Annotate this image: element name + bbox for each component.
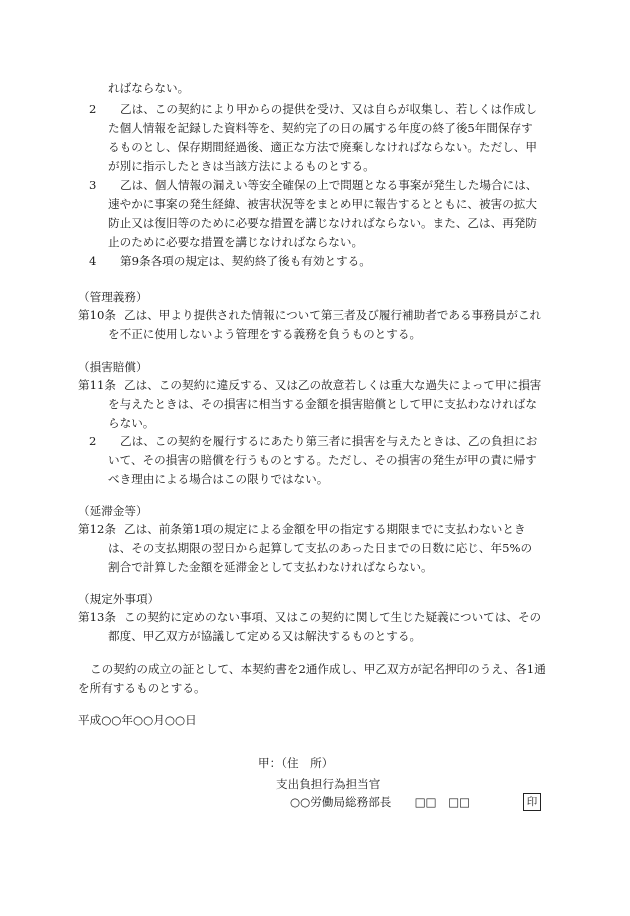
item-line: た個人情報を記録した資料等を、契約完了の日の属する年度の終了後5年間保存す (108, 121, 533, 135)
closing-line: この契約の成立の証として、本契約書を2通作成し、甲乙双方が記名押印のうえ、各1通 (90, 662, 546, 676)
article11-heading: （損害賠償） (78, 360, 148, 374)
item-line: 防止又は復旧等のために必要な措置を講じなければならない。また、乙は、再発防 (108, 216, 537, 230)
article10-heading: （管理義務） (78, 290, 148, 304)
item-line: 速やかに事案の発生経緯、被害状況等をまとめ甲に報告するとともに、被害の拡大 (108, 197, 537, 211)
item-line: 第9条各項の規定は、契約終了後も有効とする。 (120, 254, 371, 268)
article-line: は、その支払期限の翌日から起算して支払のあった日までの日数に応じ、年5%の (108, 541, 533, 555)
item-line: が別に指示したときは当該方法によるものとする。 (108, 159, 375, 173)
closing-statement (0, 660, 630, 698)
continuation-text: ればならない。 (108, 81, 190, 95)
party-address-label: 甲：（住 所） (258, 756, 334, 770)
article10-body (0, 306, 630, 344)
article-line: 乙は、前条第1項の規定による金額を甲の指定する期限までに支払わないとき (124, 522, 526, 536)
item-line: 乙は、個人情報の漏えい等安全確保の上で問題となる事案が発生した場合には、 (120, 178, 538, 192)
article-label: 第12条 (78, 522, 116, 536)
signatory-name: ○○労働局総務部長 □□ □□ (290, 795, 470, 809)
article-line: を与えたときは、その損害に相当する金額を損害賠償として甲に支払わなければな (108, 397, 537, 411)
article12-body (0, 520, 630, 577)
article13-body (0, 608, 630, 646)
article-line: を不正に使用しないよう管理をする義務を負うものとする。 (108, 327, 422, 341)
article-line: 乙は、この契約に違反する、又は乙の故意若しくは重大な過失によって甲に損害 (124, 378, 542, 392)
item-line: 乙は、この契約により甲からの提供を受け、又は自らが収集し、若しくは作成し (120, 102, 537, 116)
article-label: 第10条 (78, 308, 116, 322)
article9-item-4 (0, 252, 630, 271)
item-line: るものとし、保存期間経過後、適正な方法で廃棄しなければならない。ただし、甲 (108, 140, 537, 154)
item-line: べき理由による場合はこの限りではない。 (108, 472, 329, 486)
item-number: 2 (89, 102, 97, 116)
article11-item-2 (0, 432, 630, 489)
closing-line: を所有するものとする。 (78, 681, 206, 695)
signatory-title: 支出負担行為担当官 (276, 777, 381, 791)
article9-item-3 (0, 176, 630, 252)
article13-heading: （規定外事項） (78, 592, 160, 606)
article11-body (0, 376, 630, 433)
item-number: 4 (89, 254, 97, 268)
item-line: 止のために必要な措置を講じなければならない。 (108, 235, 364, 249)
article-line: 乙は、甲より提供された情報について第三者及び履行補助者である事務員がこれ (124, 308, 542, 322)
article-line: らない。 (108, 416, 155, 430)
seal-mark: 印 (523, 793, 541, 811)
article9-item-2 (0, 100, 630, 176)
contract-date: 平成○○年○○月○○日 (78, 713, 197, 727)
article-line: 都度、甲乙双方が協議して定める又は解決するものとする。 (108, 629, 422, 643)
item-line: いて、その損害の賠償を行うものとする。ただし、その損害の発生が甲の責に帰す (108, 453, 537, 467)
item-number: 2 (89, 434, 97, 448)
continuation-line (0, 79, 630, 98)
article-label: 第13条 (78, 610, 116, 624)
article12-heading: （延滞金等） (78, 504, 148, 518)
item-number: 3 (89, 178, 97, 192)
article-line: 割合で計算した金額を延滞金として支払わなければならない。 (108, 560, 433, 574)
article-line: この契約に定めのない事項、又はこの契約に関して生じた疑義については、その (124, 610, 542, 624)
item-line: 乙は、この契約を履行するにあたり第三者に損害を与えたときは、乙の負担にお (120, 434, 538, 448)
article-label: 第11条 (78, 378, 116, 392)
